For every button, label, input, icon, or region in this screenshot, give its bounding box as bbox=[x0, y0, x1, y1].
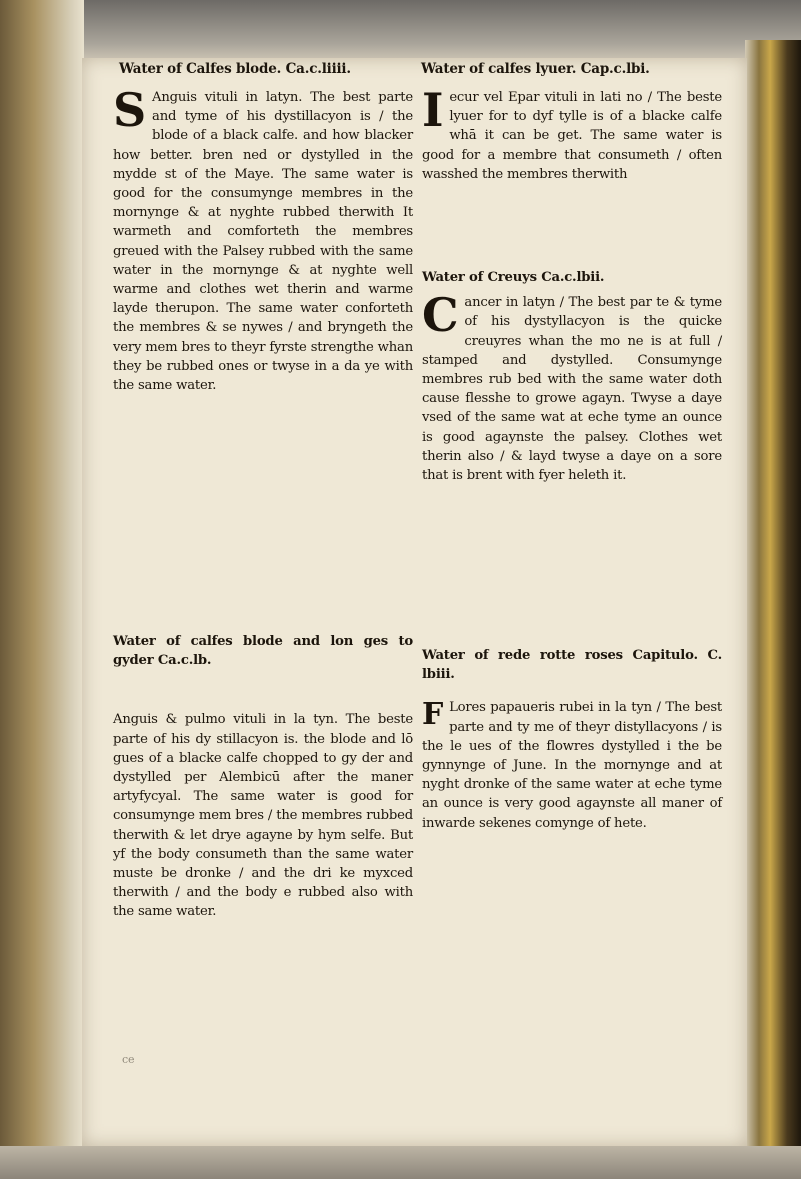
section-text: Lores papaueris rubei in la tyn / The best parte and ty me of theyr distyllacyons / is the le ues of the flowres dystylled i the be gynnynge of June. In the mornynge and at nyght dronke of the same water at eche tyme an ounce is very good agaynste all maner of inwarde sekenes comynge of hete. bbox=[422, 700, 722, 831]
bottom-mark: ce bbox=[122, 1053, 135, 1066]
scan-bottom-edge bbox=[0, 1146, 801, 1179]
section-heading: Water of Creuys Ca.c.lbii. bbox=[422, 270, 605, 285]
section-heading: Water of calfes blode and lon ges to gyder Ca.c.lb. bbox=[113, 634, 413, 669]
section-text: ecur vel Epar vituli in lati no / The beste lyuer for to dyf tylle is of a blacke calfe whā it can be get. The same water is good for a membre that consumeth / often wasshed the membres therwith bbox=[422, 90, 722, 182]
left-running-head: Water of Calfes blode. Ca.c.liiii. bbox=[119, 61, 351, 77]
section-rede-roses bbox=[422, 646, 722, 833]
section-text: ancer in latyn / The best par te & tyme of his dystyllacyon is the quicke creuyres whan the mo ne is at full / stamped and dystylled. Consumynge membres rub bed with the same water doth cause flesshe to growe agayn. Twyse a daye vsed of the same wat at eche tyme an ounce is good agaynste the palsey. Clothes wet therin also / & layd twyse a daye on a sore that is brent with fyer heleth it. bbox=[422, 295, 722, 484]
scan-top-edge bbox=[0, 0, 801, 62]
drop-cap: I bbox=[422, 83, 444, 137]
section-text: Anguis & pulmo vituli in la tyn. The beste parte of his dy stillacyon is. the blode and lō gues of a blacke calfe chopped to gy der and dystylled per Alembicū after the maner artyfycyal. The same water is good for consumynge mem bres / the membres rubbed therwith & let drye agayne by hym selfe. But yf the body consumeth than the same water muste be dronke / and the dri ke myxced therwith / and the body e rubbed also with the same water. bbox=[113, 712, 413, 920]
drop-cap: S bbox=[113, 83, 147, 137]
section-calfes-blode-and-lunges bbox=[113, 632, 413, 922]
section-calfes-lyuer bbox=[422, 83, 722, 184]
section-creuys bbox=[422, 268, 722, 485]
book-binding-right bbox=[745, 40, 801, 1179]
right-running-head: Water of calfes lyuer. Cap.c.lbi. bbox=[421, 61, 650, 77]
drop-cap: C bbox=[422, 288, 459, 343]
section-heading: Water of rede rotte roses Capitulo. C. lbiii. bbox=[422, 648, 722, 683]
section-text: Anguis vituli in latyn. The best parte and tyme of his dystillacyon is / the blode of a black calfe. and how blacker how better. bren ned or dystylled in the mydde st of the Maye. The same water is good for the consumynge membres in the mornynge & at nyghte rubbed therwith It warmeth and comforteth the membres greued with the Palsey rubbed with the same water in the mornynge & at nyghte well warme and clothes wet therin and warme layde therupon. The same water conforteth the membres & se nywes / and bryngeth the very mem bres to theyr fyrste strengthe whan they be rubbed ones or twyse in a da ye with the same water. bbox=[113, 90, 413, 394]
section-calfes-blode bbox=[113, 83, 413, 395]
drop-cap: F bbox=[422, 697, 444, 733]
book-binding-left bbox=[0, 0, 84, 1179]
